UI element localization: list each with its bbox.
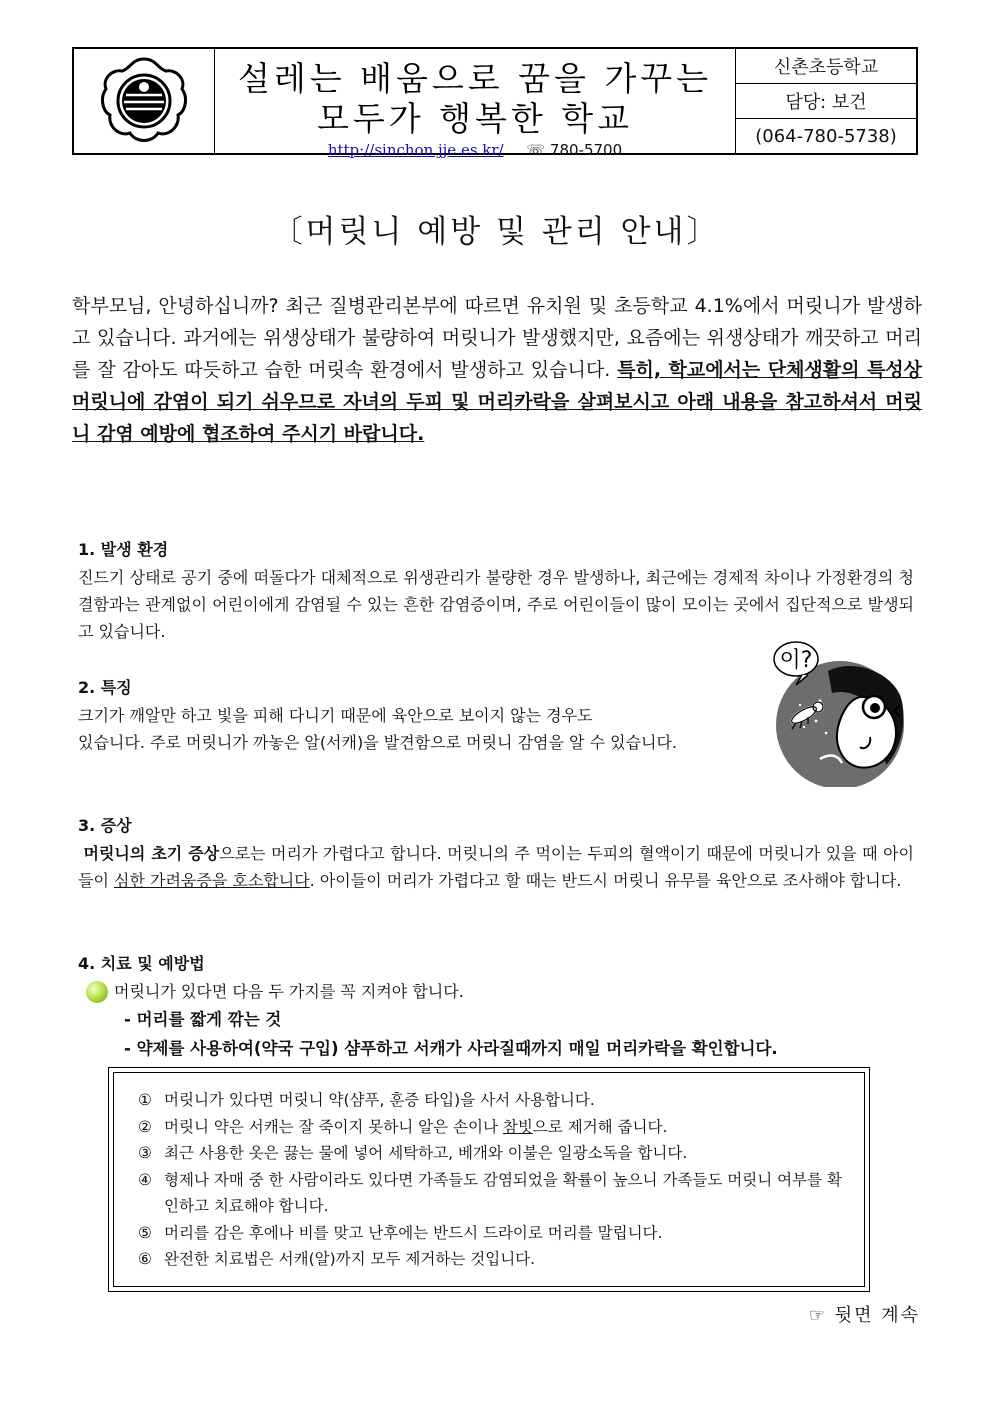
section-2-line-1: 크기가 깨알만 하고 빛을 피해 다니기 때문에 육안으로 보이지 않는 경우도 [78, 706, 593, 725]
step-text-part: 머릿니 약은 서캐는 잘 죽이지 못하니 알은 손이나 [164, 1117, 503, 1136]
step-text: 완전한 치료법은 서캐(알)까지 모두 제거하는 것입니다. [164, 1250, 536, 1268]
section-2-line-2: 있습니다. 주로 머릿니가 까놓은 알(서캐)을 발견함으로 머릿니 감염을 알 수 있습니다. [78, 733, 678, 752]
school-emblem [74, 49, 215, 153]
contact-line [215, 141, 735, 159]
child-with-lice-icon [750, 637, 915, 787]
list-item [138, 1167, 864, 1220]
list-item [138, 1087, 864, 1114]
list-item [138, 1220, 864, 1247]
step-text: 머리를 감은 후에나 비를 맞고 난후에는 반드시 드라이로 머리를 말립니다. [164, 1223, 663, 1242]
department: 담당: 보건 [736, 84, 916, 119]
section-4-dash-2: - 약제를 사용하여(약국 구입) 샴푸하고 서캐가 사라질때까지 매일 머리카락을 확인합니다. [124, 1039, 778, 1058]
intro-emphasis: 특히, 학교에서는 단체생활의 특성상 머릿니에 감염이 되기 쉬우므로 자녀의 두피 및 머리카락을 살펴보시고 아래 내용을 참고하셔서 머릿니 감염 예방에 협조하여 주시기 바랍니다. [72, 359, 923, 445]
section-4-heading: 4. 치료 및 예방법 [78, 954, 205, 973]
step-number: ① [138, 1091, 152, 1109]
section-3-text-2: . 아이들이 머리가 가렵다고 할 때는 반드시 머릿니 유무를 육안으로 조사해야 합니다. [309, 871, 902, 890]
section-2-heading: 2. 특징 [78, 678, 132, 697]
list-item [138, 1114, 864, 1141]
list-item [138, 1140, 864, 1167]
department-phone: (064-780-5738) [755, 125, 897, 147]
intro-paragraph [72, 290, 922, 450]
step-number: ③ [138, 1144, 152, 1162]
slogan-line-1: 설레는 배움으로 꿈을 가꾸는 [237, 59, 712, 98]
treatment-steps-list [114, 1073, 864, 1273]
section-3-body [78, 840, 914, 894]
section-4-bullet-text: 머릿니가 있다면 다음 두 가지를 꼭 지켜야 합니다. [114, 982, 464, 1001]
section-symptoms [78, 812, 914, 894]
header-table [72, 47, 918, 159]
continue-on-back-note: ☞ 뒷면 계속 [808, 1305, 920, 1326]
step-number: ⑥ [138, 1250, 152, 1268]
green-bullet-icon [86, 981, 108, 1003]
slogan-line-2: 모두가 행복한 학교 [316, 99, 633, 138]
treatment-steps-box [108, 1067, 870, 1292]
page-title: 〔머릿니 예방 및 관리 안내〕 [271, 214, 721, 250]
header-slogan-area [215, 49, 736, 159]
step-number: ⑤ [138, 1223, 152, 1242]
step-text: 머릿니가 있다면 머릿니 약(샴푸, 훈증 타입)을 사서 사용합니다. [164, 1091, 595, 1109]
section-1-heading: 1. 발생 환경 [78, 540, 169, 559]
school-url-link[interactable]: http://sinchon.jje.es.kr/ [327, 141, 504, 159]
step-text: 최근 사용한 옷은 끓는 물에 넣어 세탁하고, 베개와 이불은 일광소독을 합니다. [164, 1144, 688, 1162]
step-number: ④ [138, 1170, 152, 1189]
step-text-part: 으로 제거해 줍니다. [532, 1117, 668, 1136]
section-4-bullet [78, 978, 914, 1005]
step-text-underline: 참빗 [502, 1117, 533, 1136]
step-text [164, 1114, 667, 1141]
lice-illustration [750, 637, 915, 787]
section-treatment [78, 950, 914, 1063]
school-emblem-icon [96, 53, 192, 149]
school-phone: ☏ 780-5700 [526, 141, 623, 159]
header-info-cells [736, 49, 916, 153]
treatment-steps-inner [113, 1072, 865, 1287]
section-characteristics [78, 674, 750, 756]
speech-bubble-text: 이? [779, 648, 813, 673]
list-item [138, 1246, 864, 1273]
step-number: ② [138, 1117, 152, 1136]
intro-text: 학부모님, 안녕하십니까? 최근 질병관리본부에 따르면 유치원 및 초등학교 4.1%에서 머릿니가 발생하고 있습니다. 과거에는 위생상태가 불량하여 머릿니가 발생했지만, 요즘에는 위생상태가 깨끗하고 머리를 잘 감아도 따듯하고 습한 머릿속 환경에서 발생하고 있습니다. [72, 295, 922, 381]
school-name: 신촌초등학교 [736, 49, 916, 84]
section-3-text-1: 으로는 머리가 가렵다고 합니다. 머릿니의 주 먹이는 두피의 혈액이기 때문에 머릿니가 있을 때 아이들이 [78, 844, 914, 890]
section-1-body: 진드기 상태로 공기 중에 떠돌다가 대체적으로 위생관리가 불량한 경우 발생하나, 최근에는 경제적 차이나 가정환경의 청결함과는 관계없이 어린이에게 감염될 수 있는 흔한 감염증이며, 주로 어린이들이 많이 모이는 곳에서 집단적으로 발생되고 있습니다. [78, 568, 914, 641]
section-4-dash-1: - 머리를 짧게 깎는 것 [124, 1010, 282, 1029]
section-3-heading: 3. 증상 [78, 816, 132, 835]
section-3-bold-lead: 머릿니의 초기 증상 [83, 844, 220, 863]
section-3-underline: 심한 가려움증을 호소합니다 [114, 871, 310, 890]
step-text: 형제나 자매 중 한 사람이라도 있다면 가족들도 감염되었을 확률이 높으니 가족들도 머릿니 여부를 확인하고 치료해야 합니다. [164, 1170, 842, 1215]
section-environment [78, 536, 914, 645]
